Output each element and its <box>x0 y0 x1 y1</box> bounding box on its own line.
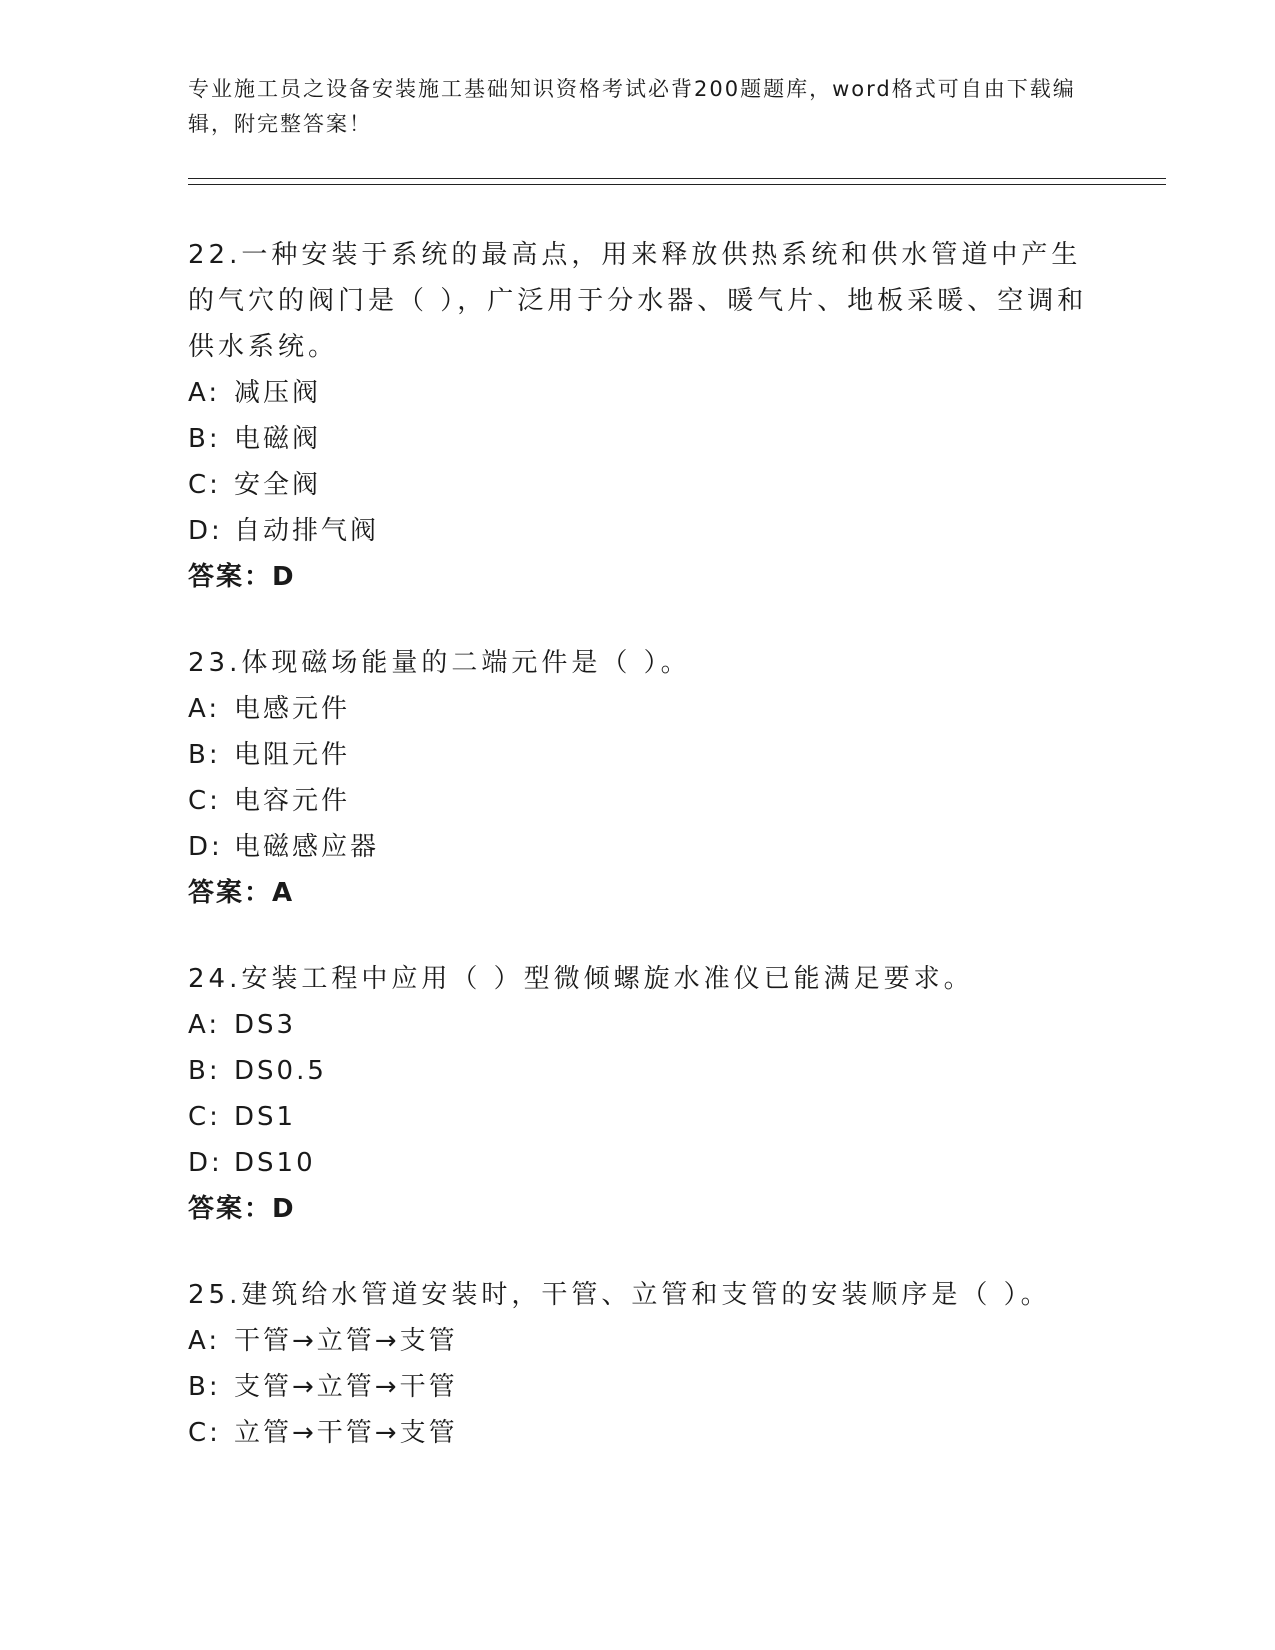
question-stem: 24.安装工程中应用（ ）型微倾螺旋水准仪已能满足要求。 <box>188 964 974 994</box>
question-stem: 22.一种安装于系统的最高点，用来释放供热系统和供水管道中产生的气穴的阀门是（ ），广泛用于分水器、暖气片、地板采暖、空调和供水系统。 <box>188 240 1088 362</box>
option-a: A: 减压阀 <box>188 378 322 408</box>
question-23 <box>188 640 1088 916</box>
option-a: A: DS3 <box>188 1010 297 1040</box>
document-header: 专业施工员之设备安装施工基础知识资格考试必背200题题库，word格式可自由下载编辑，附完整答案！ <box>188 77 1076 136</box>
answer: 答案：A <box>188 878 295 908</box>
option-b: B: 电阻元件 <box>188 740 351 770</box>
option-c: C: 电容元件 <box>188 786 351 816</box>
option-a: A: 电感元件 <box>188 694 351 724</box>
option-a: A: 干管→立管→支管 <box>188 1326 458 1356</box>
option-d: D: DS10 <box>188 1148 316 1178</box>
option-d: D: 自动排气阀 <box>188 516 380 546</box>
option-b: B: DS0.5 <box>188 1056 327 1086</box>
answer: 答案：D <box>188 562 296 592</box>
answer: 答案：D <box>188 1194 296 1224</box>
option-b: B: 支管→立管→干管 <box>188 1372 458 1402</box>
option-c: C: DS1 <box>188 1102 297 1132</box>
question-stem: 23.体现磁场能量的二端元件是（ ）。 <box>188 648 691 678</box>
question-25 <box>188 1272 1088 1456</box>
option-b: B: 电磁阀 <box>188 424 322 454</box>
header-rule-bottom <box>188 184 1166 185</box>
option-c: C: 安全阀 <box>188 470 322 500</box>
option-d: D: 电磁感应器 <box>188 832 380 862</box>
option-c: C: 立管→干管→支管 <box>188 1418 458 1448</box>
question-stem: 25.建筑给水管道安装时，干管、立管和支管的安装顺序是（ ）。 <box>188 1280 1051 1310</box>
question-22 <box>188 232 1088 600</box>
question-24 <box>188 956 1088 1232</box>
header-rule-top <box>188 178 1166 179</box>
